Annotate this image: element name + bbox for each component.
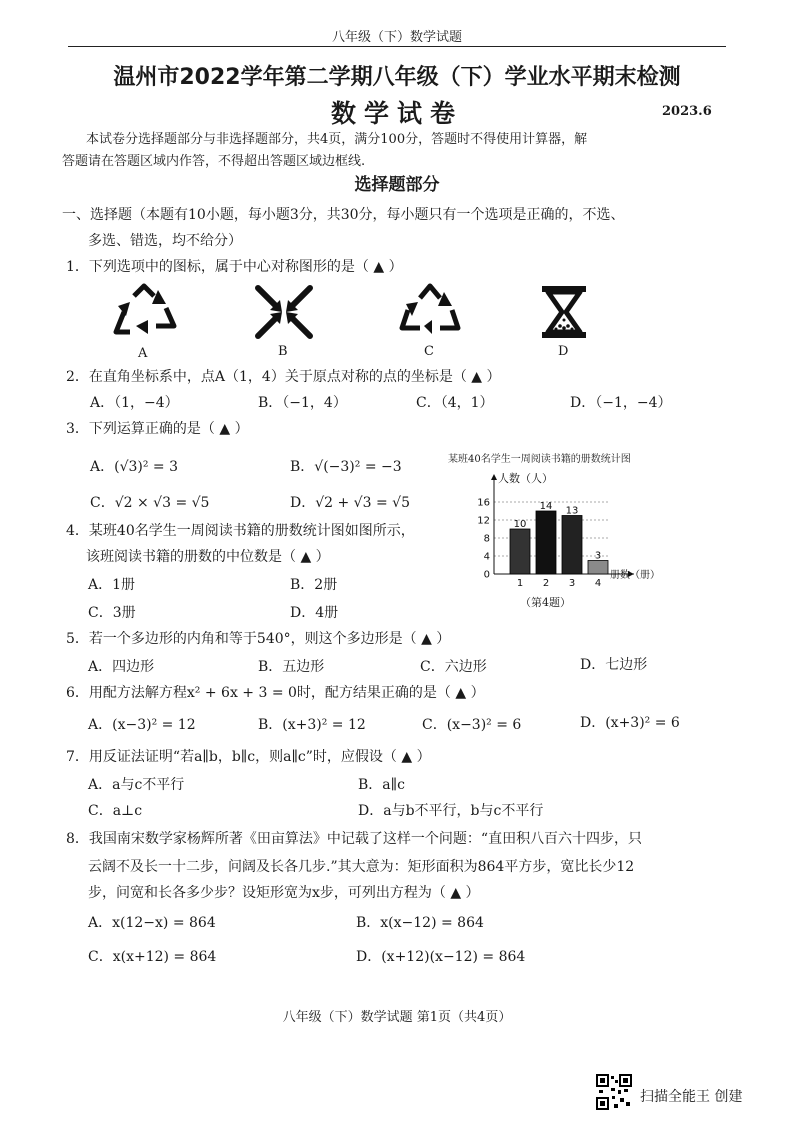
q6-option-b: B．(x+3)² = 12 (258, 717, 366, 733)
exam-subtitle: 数学试卷 (330, 99, 463, 128)
data-label-1: 10 (513, 519, 527, 530)
q4-option-a: A．1册 (88, 577, 136, 593)
exam-title: 温州市2022学年第二学期八年级（下）学业水平期末检测 (113, 65, 681, 90)
q7-stem: 7．用反证法证明“若a∥b，b∥c，则a∥c”时，应假设（ ▲ ） (66, 749, 431, 765)
q5-option-a: A．四边形 (88, 659, 155, 675)
intro-line-2: 答题请在答题区域内作答，不得超出答题区域边框线. (62, 154, 366, 169)
y-axis-label: 人数（人） (498, 472, 553, 485)
q5-stem: 5．若一个多边形的内角和等于540°，则这个多边形是（ ▲ ） (66, 631, 451, 647)
q2-option-a: A．（1，−4） (90, 395, 179, 411)
y-axis-arrow (491, 474, 497, 480)
q2-option-d: D．（−1，−4） (570, 395, 672, 411)
header-rule (68, 46, 726, 47)
intro-line-1: 本试卷分选择题部分与非选择题部分，共4页，满分100分，答题时不得使用计算器，解 (86, 132, 588, 147)
q1-label-d: D (558, 344, 569, 359)
data-label-4: 3 (594, 550, 602, 562)
x-tick-label-4: 4 (594, 578, 602, 588)
q3-option-c: C．√2 × √3 = √5 (90, 495, 210, 511)
q4-stem-1: 4．某班40名学生一周阅读书籍的册数统计图如图所示， (66, 523, 415, 539)
q1-stem: 1．下列选项中的图标，属于中心对称图形的是（ ▲ ） (66, 259, 403, 275)
reading-bar-chart (462, 470, 694, 588)
q2-option-c: C．（4，1） (416, 395, 494, 411)
recycle-icon-c (398, 282, 462, 342)
bar-3 (562, 516, 582, 575)
q1-label-a: A (138, 346, 148, 361)
y-tick-label-3: 12 (477, 515, 490, 527)
exam-date: 2023.6 (662, 104, 712, 119)
recycle-icon-a (108, 282, 180, 342)
q7-option-a: A．a与c不平行 (88, 777, 185, 793)
q3-option-b: B．√(−3)² = −3 (290, 459, 402, 475)
q5-option-d: D．七边形 (580, 657, 648, 673)
data-label-2: 14 (539, 501, 553, 512)
q6-option-a: A．(x−3)² = 12 (88, 717, 196, 733)
q7-option-c: C．a⊥c (88, 803, 143, 819)
q8-option-d: D．(x+12)(x−12) = 864 (356, 949, 526, 965)
chart-caption: （第4题） (520, 596, 571, 609)
part-instructions-2: 多选、错选，均不给分） (88, 233, 242, 249)
q5-option-b: B．五边形 (258, 659, 325, 675)
q6-stem: 6．用配方法解方程x² + 6x + 3 = 0时，配方结果正确的是（ ▲ ） (66, 685, 485, 701)
q2-option-b: B．（−1，4） (258, 395, 347, 411)
q5-option-c: C．六边形 (420, 659, 487, 675)
x-tick-label-3: 3 (568, 578, 576, 588)
bar-2 (536, 511, 556, 574)
x-tick-label-2: 2 (542, 578, 550, 588)
q4-stem-2: 该班阅读书籍的册数的中位数是（ ▲ ） (86, 549, 330, 565)
q4-option-d: D．4册 (290, 605, 339, 621)
y-tick-label-0: 0 (483, 569, 490, 581)
q6-option-d: D．(x+3)² = 6 (580, 715, 680, 731)
data-label-3: 13 (565, 505, 579, 517)
q8-option-a: A．x(12−x) = 864 (88, 915, 216, 931)
scanner-watermark: 扫描全能王 创建 (640, 1089, 743, 1105)
q6-option-c: C．(x−3)² = 6 (422, 717, 522, 733)
q1-label-c: C (424, 344, 434, 359)
bar-4 (588, 561, 608, 575)
bar-1 (510, 529, 530, 574)
x-tick-label-1: 1 (516, 578, 524, 588)
q2-stem: 2．在直角坐标系中，点A（1，4）关于原点对称的点的坐标是（ ▲ ） (66, 369, 501, 385)
chart-title: 某班40名学生一周阅读书籍的册数统计图 (448, 454, 631, 465)
y-tick-label-4: 16 (477, 497, 490, 509)
qr-code-icon (596, 1074, 632, 1110)
q4-option-c: C．3册 (88, 605, 136, 621)
q7-option-b: B．a∥c (358, 777, 405, 793)
arrows-icon-b (252, 282, 316, 342)
q8-stem-2: 云阔不及长一十二步，问阔及长各几步.”其大意为：矩形面积为864平方步，宽比长少12 (88, 859, 635, 875)
q3-option-a: A．(√3)² = 3 (90, 459, 179, 475)
part-instructions-1: 一、选择题（本题有10小题，每小题3分，共30分，每小题只有一个选项是正确的，不选、 (62, 207, 625, 223)
section-title: 选择题部分 (354, 175, 440, 195)
q4-option-b: B．2册 (290, 577, 338, 593)
y-tick-label-2: 8 (483, 533, 490, 545)
q8-stem-3: 步，问宽和长各多少步？设矩形宽为x步，可列出方程为（ ▲ ） (88, 885, 480, 901)
q8-option-b: B．x(x−12) = 864 (356, 915, 484, 931)
page-header: 八年级（下）数学试题 (331, 30, 462, 45)
q8-stem-1: 8．我国南宋数学家杨辉所著《田亩算法》中记载了这样一个问题：“直田积八百六十四步，只 (66, 831, 643, 847)
q7-option-d: D．a与b不平行，b与c不平行 (358, 803, 544, 819)
hourglass-icon-d (538, 282, 590, 342)
y-tick-label-1: 4 (483, 551, 490, 563)
q1-label-b: B (278, 344, 288, 359)
q3-option-d: D．√2 + √3 = √5 (290, 495, 410, 511)
page-footer: 八年级（下）数学试题 第1页（共4页） (282, 1010, 512, 1025)
q3-stem: 3．下列运算正确的是（ ▲ ） (66, 421, 249, 437)
x-axis-label: 册数（册） (610, 570, 660, 581)
q8-option-c: C．x(x+12) = 864 (88, 949, 217, 965)
